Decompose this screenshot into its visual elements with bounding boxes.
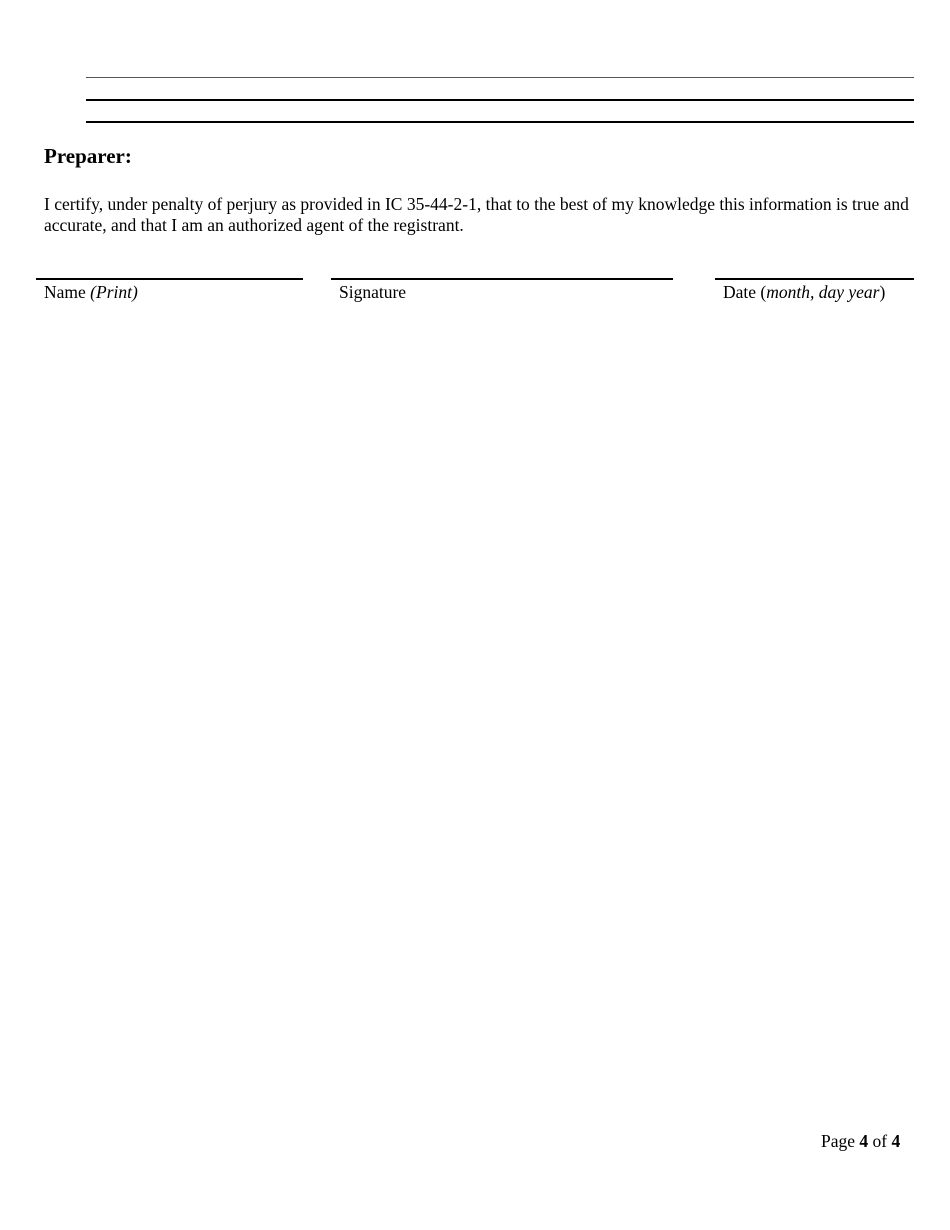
page-prefix: Page bbox=[821, 1131, 856, 1151]
page-number bbox=[821, 1131, 900, 1152]
preparer-heading: Preparer: bbox=[44, 144, 132, 168]
certification-statement: I certify, under penalty of perjury as provided in IC 35-44-2-1, that to the best of my knowledge this information is true and accurate, and that I am an authorized agent of the registrant. bbox=[44, 194, 909, 235]
signature-line[interactable] bbox=[331, 278, 673, 280]
signature-label: Signature bbox=[339, 282, 407, 302]
blank-line-1 bbox=[86, 77, 914, 78]
blank-line-3 bbox=[86, 121, 914, 123]
name-label: Name bbox=[44, 282, 86, 302]
date-field-label bbox=[723, 282, 885, 302]
date-hint: month, day year bbox=[766, 282, 880, 302]
name-print-label bbox=[44, 282, 138, 302]
blank-line-2 bbox=[86, 99, 914, 101]
date-label-close: ) bbox=[879, 282, 886, 302]
name-line[interactable] bbox=[36, 278, 303, 280]
date-line[interactable] bbox=[715, 278, 914, 280]
current-page: 4 bbox=[859, 1131, 869, 1151]
total-pages: 4 bbox=[891, 1131, 901, 1151]
name-hint: (Print) bbox=[90, 282, 138, 302]
date-label: Date ( bbox=[723, 282, 767, 302]
page-of: of bbox=[872, 1131, 888, 1151]
